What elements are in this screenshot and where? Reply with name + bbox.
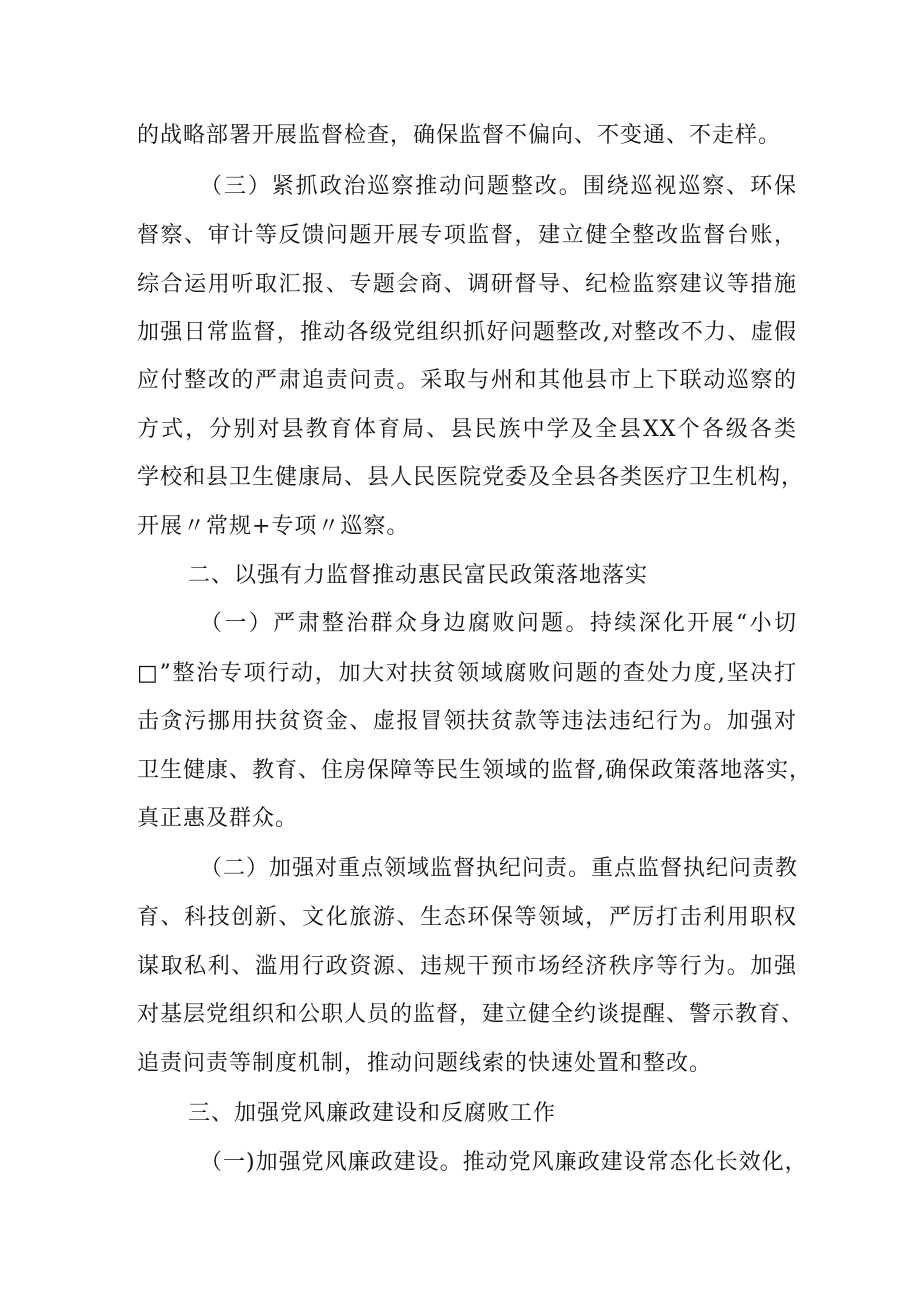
body-line-9: 开展〃常规+专项〃巡察。 bbox=[137, 514, 410, 539]
body-line-1: 的战略部署开展监督检查，确保监督不偏向、不变通、不走样。 bbox=[137, 123, 782, 148]
body-line-6: 应付整改的严肃追责问责。采取与州和其他县市上下联动巡察的 bbox=[137, 368, 797, 393]
section-heading-3-1-line: （一)加强党风廉政建设。推动党风廉政建设常态化长效化， bbox=[200, 1150, 808, 1175]
body-line-7: 方式，分别对县教育体育局、县民族中学及全县XX个各级各类 bbox=[137, 417, 797, 442]
body-line-4: 综合运用听取汇报、专题会商、调研督导、纪检监察建议等措施 bbox=[137, 272, 797, 297]
body-line-20: 追责问责等制度机制，推动问题线索的快速处置和整改。 bbox=[137, 1051, 713, 1076]
body-line-18: 谋取私利、滥用行政资源、违规干预市场经济秩序等行为。加强 bbox=[137, 954, 797, 979]
section-heading-2-1-line: （一）严肃整治群众身边腐败问题。持续深化开展“小切 bbox=[200, 611, 797, 636]
body-line-3: 督察、审计等反馈问题开展专项监督，建立健全整改监督台账， bbox=[137, 223, 797, 248]
body-line-17: 育、科技创新、文化旅游、生态环保等领域，严厉打击利用职权 bbox=[137, 905, 797, 930]
body-line-12: □”整治专项行动，加大对扶贫领域腐败问题的查处力度,坚决打 bbox=[137, 661, 797, 686]
body-line-8: 学校和县卫生健康局、县人民医院党委及全县各类医疗卫生机构， bbox=[137, 465, 805, 490]
chapter-heading-3: 三、加强党风廉政建设和反腐败工作 bbox=[188, 1101, 557, 1126]
section-heading-3-line: （三）紧抓政治巡察推动问题整改。围绕巡视巡察、环保 bbox=[200, 174, 797, 199]
section-heading-2-2-line: （二）加强对重点领域监督执纪问责。重点监督执纪问责教 bbox=[200, 856, 799, 881]
body-line-5: 加强日常监督，推动各级党组织抓好问题整改,对整改不力、虚假 bbox=[137, 320, 797, 345]
body-line-15: 真正惠及群众。 bbox=[137, 806, 299, 831]
chapter-heading-2: 二、以强有力监督推动惠民富民政策落地落实 bbox=[188, 563, 649, 588]
body-line-13: 击贪污挪用扶贫资金、虚报冒领扶贫款等违法违纪行为。加强对 bbox=[137, 709, 797, 734]
body-line-14: 卫生健康、教育、住房保障等民生领域的监督,确保政策落地落实， bbox=[137, 758, 812, 783]
body-line-19: 对基层党组织和公职人员的监督，建立健全约谈提醒、警示教育、 bbox=[137, 1002, 805, 1027]
